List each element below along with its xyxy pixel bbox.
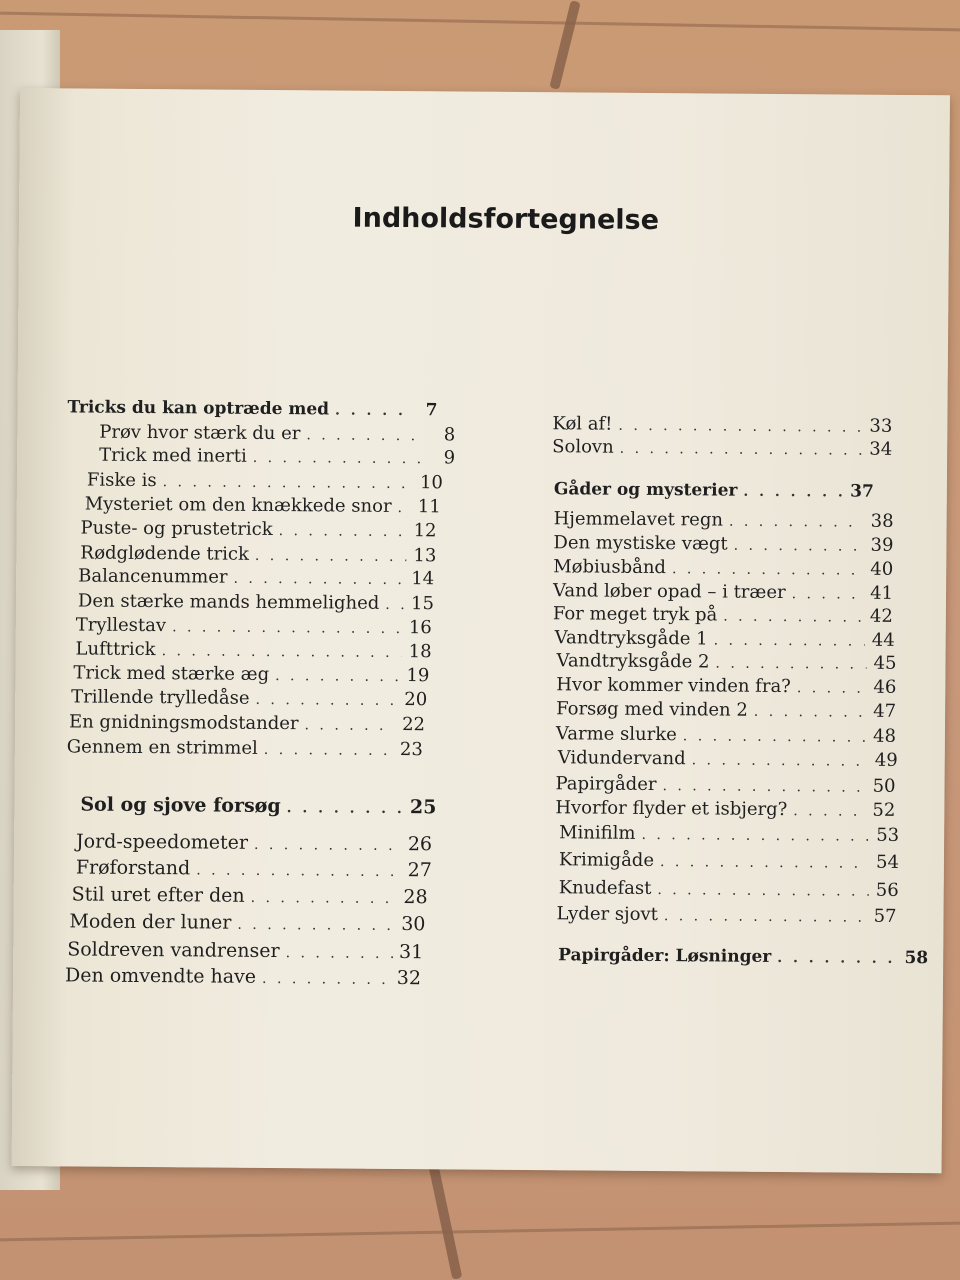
toc-entry-label: Den stærke mands hemmelighed: [77, 590, 380, 614]
toc-page-number: 52: [872, 799, 896, 821]
toc-leader-dots: [683, 725, 866, 748]
toc-entry-label: Krimigåde: [558, 849, 655, 872]
toc-entry-label: Hvorfor flyder et isbjerg?: [555, 797, 788, 821]
toc-entry: [71, 686, 427, 712]
toc-entry: [76, 614, 432, 640]
toc-entry: [67, 938, 423, 965]
toc-entry: [555, 627, 895, 653]
toc-entry-label: Hjemmelavet regn: [553, 508, 724, 531]
toc-entry: [559, 849, 899, 875]
toc-leader-dots: [287, 797, 404, 820]
toc-entry: [65, 964, 421, 991]
toc-leader-dots: [692, 749, 868, 772]
toc-entry: [72, 883, 428, 910]
toc-entry: [559, 877, 899, 903]
toc-page-number: 56: [875, 879, 899, 901]
floor-gap: [428, 1160, 463, 1279]
toc-page-number: 8: [443, 424, 456, 446]
toc-leader-dots: [660, 851, 869, 875]
toc-entry-label: Papirgåder: Løsninger: [558, 945, 772, 967]
toc-entry-label: Minifilm: [559, 822, 636, 844]
toc-leader-dots: [163, 471, 413, 495]
toc-leader-dots: [754, 701, 866, 724]
toc-entry: [80, 542, 436, 568]
toc-entry-label: Den mystiske vægt: [553, 532, 728, 555]
toc-entry-label: Knudefast: [558, 877, 652, 899]
toc-entry-label: Gennem en strimmel: [66, 736, 258, 759]
toc-page-number: 42: [869, 605, 893, 627]
toc-page-number: 18: [408, 641, 432, 663]
toc-entry: [556, 674, 896, 700]
toc-page-number: 46: [873, 676, 897, 698]
toc-leader-dots: [251, 887, 398, 910]
toc-page-number: 38: [870, 510, 894, 532]
toc-entry: [69, 711, 425, 737]
toc-entry: [555, 797, 895, 823]
toc-entry: [67, 736, 423, 762]
toc-entry-label: Lyder sjovt: [556, 903, 658, 926]
toc-leader-dots: [664, 905, 867, 929]
toc-entry: [553, 556, 893, 582]
toc-leader-dots: [398, 497, 411, 519]
toc-entry-label: Vidundervand: [557, 747, 686, 770]
toc-entry: [99, 422, 455, 448]
toc-entry-label: Papirgåder: [555, 773, 657, 796]
toc-page-number: 23: [399, 739, 423, 761]
toc-entry-label: Varme slurke: [555, 723, 677, 746]
toc-entry: [556, 650, 896, 676]
toc-leader-dots: [657, 879, 868, 903]
toc-leader-dots: [306, 424, 425, 447]
toc-entry-label: Trick med inerti: [99, 444, 247, 467]
toc-entry-label: Balancenummer: [78, 565, 228, 588]
toc-page-number: 49: [874, 749, 898, 771]
toc-entry: [75, 638, 431, 664]
toc-page-number: 58: [904, 947, 929, 969]
toc-page-number: 54: [875, 851, 900, 873]
toc-leader-dots: [237, 914, 395, 937]
toc-entry-label: Frøforstand: [75, 856, 191, 880]
toc-page-number: 28: [403, 886, 428, 909]
toc-leader-dots: [777, 947, 898, 970]
toc-leader-dots: [715, 652, 866, 675]
toc-entry-label: Mysteriet om den knækkede snor: [84, 493, 392, 517]
toc-page-number: 7: [425, 400, 438, 421]
toc-entry: [555, 773, 895, 799]
toc-entry: [556, 698, 896, 724]
toc-leader-dots: [618, 415, 862, 439]
toc-leader-dots: [385, 594, 404, 616]
toc-entry-label: Soldreven vandrenser: [67, 938, 280, 963]
toc-entry: [552, 413, 892, 439]
toc-page-number: 45: [873, 652, 897, 674]
toc-leader-dots: [304, 714, 395, 737]
floor-plank-seam: [0, 1222, 960, 1242]
toc-page-number: 41: [870, 582, 894, 604]
toc-entry-label: Tricks du kan optræde med: [67, 397, 330, 420]
toc-entry-label: Sol og sjove forsøg: [80, 793, 281, 818]
toc-entry-label: For meget tryk på: [552, 603, 718, 626]
toc-leader-dots: [286, 942, 394, 965]
toc-entry-label: Forsøg med vinden 2: [556, 698, 748, 721]
toc-section-heading: [558, 944, 928, 970]
toc-entry-label: Trick med stærke æg: [73, 662, 270, 685]
toc-entry-label: Puste- og prustetrick: [80, 517, 273, 540]
toc-left-column: [64, 328, 488, 990]
toc-page-number: 48: [872, 725, 897, 747]
toc-leader-dots: [793, 800, 865, 823]
toc-entry: [76, 856, 432, 883]
toc-page-number: 37: [850, 481, 874, 502]
toc-entry: [553, 580, 893, 606]
toc-leader-dots: [662, 775, 865, 799]
toc-page-number: 12: [413, 520, 437, 542]
toc-entry-label: Fiske is: [86, 469, 157, 492]
toc-page-number: 15: [410, 593, 435, 615]
toc-entry-label: Gåder og mysterier: [553, 479, 738, 501]
toc-entry: [556, 723, 896, 749]
toc-page-number: 14: [411, 568, 435, 590]
toc-leader-dots: [253, 447, 426, 470]
toc-entry-label: Vandtryksgåde 2: [556, 650, 710, 673]
toc-page-number: 50: [872, 775, 896, 797]
floor-plank-seam: [0, 12, 960, 32]
toc-leader-dots: [797, 677, 867, 700]
toc-section-heading: [67, 396, 437, 422]
toc-entry-label: Den omvendte have: [64, 964, 257, 988]
toc-entry-label: Hvor kommer vinden fra?: [556, 674, 791, 698]
toc-entry: [552, 436, 892, 462]
toc-leader-dots: [672, 558, 863, 582]
toc-entry-label: Stil uret efter den: [71, 883, 245, 907]
toc-right-column: [533, 337, 933, 969]
toc-leader-dots: [264, 739, 393, 762]
toc-page-number: 34: [869, 438, 893, 460]
toc-page-number: 44: [871, 629, 895, 651]
toc-leader-dots: [172, 616, 402, 640]
floor-gap: [549, 0, 580, 90]
toc-page-number: 19: [406, 665, 430, 687]
toc-page-number: 57: [873, 905, 897, 927]
toc-leader-dots: [262, 968, 391, 991]
toc-leader-dots: [279, 520, 407, 543]
toc-page-number: 47: [873, 700, 897, 722]
toc-entry: [553, 532, 893, 558]
toc-leader-dots: [162, 640, 402, 664]
toc-leader-dots: [620, 438, 863, 462]
toc-entry-label: Moden der luner: [69, 910, 232, 934]
toc-entry-label: Køl af!: [552, 413, 613, 435]
toc-leader-dots: [233, 568, 404, 591]
toc-entry: [559, 822, 899, 848]
toc-entry: [78, 590, 434, 616]
toc-entry-label: Solovn: [552, 436, 614, 458]
toc-entry-label: Trillende trylledåse: [71, 686, 250, 709]
toc-entry: [85, 494, 441, 520]
toc-entry-label: Jord-speedometer: [75, 830, 249, 854]
toc-entry-label: Vandtryksgåde 1: [554, 627, 708, 650]
toc-page-number: 20: [404, 689, 428, 711]
toc-entry: [554, 508, 894, 534]
toc-entry-label: Møbiusbånd: [553, 556, 667, 579]
book-page: [12, 88, 950, 1173]
toc-entry: [80, 517, 436, 543]
toc-leader-dots: [729, 511, 864, 534]
toc-leader-dots: [335, 399, 408, 422]
toc-entry: [556, 903, 896, 929]
toc-leader-dots: [641, 824, 869, 848]
toc-entry-label: En gnidningsmodstander: [68, 711, 299, 735]
toc-entry: [76, 830, 432, 857]
toc-page-number: 26: [407, 833, 433, 856]
toc-section-heading: [80, 793, 436, 820]
toc-page-number: 53: [876, 824, 900, 846]
toc-page-number: 30: [401, 913, 426, 936]
toc-entry: [73, 662, 429, 688]
toc-page-number: 22: [402, 714, 426, 736]
toc-page-number: 32: [396, 966, 422, 990]
toc-entry: [78, 565, 434, 591]
toc-leader-dots: [734, 535, 864, 558]
toc-leader-dots: [714, 629, 865, 652]
toc-section-heading: [554, 478, 874, 504]
toc-page-number: 27: [407, 859, 432, 882]
toc-page-number: 16: [408, 617, 432, 639]
toc-leader-dots: [196, 859, 402, 883]
toc-entry: [553, 603, 893, 629]
toc-leader-dots: [792, 583, 864, 606]
toc-entry: [558, 747, 898, 773]
toc-page-number: 39: [870, 534, 894, 556]
toc-entry: [87, 470, 443, 496]
toc-page-number: 13: [413, 545, 437, 567]
toc-page-number: 25: [409, 796, 437, 819]
toc-leader-dots: [275, 665, 399, 688]
toc-page-number: 9: [443, 447, 456, 469]
toc-page-number: 31: [398, 941, 424, 964]
toc-entry-label: Rødglødende trick: [80, 542, 250, 565]
toc-leader-dots: [743, 481, 844, 504]
toc-entry-label: Tryllestav: [75, 614, 167, 637]
toc-entry: [69, 910, 425, 937]
toc-entry-label: Lufttrick: [75, 638, 156, 661]
toc-page-number: 11: [417, 496, 441, 518]
toc-page-number: 40: [870, 558, 894, 580]
toc-leader-dots: [255, 545, 407, 568]
toc-leader-dots: [723, 606, 863, 629]
toc-leader-dots: [254, 834, 402, 857]
toc-leader-dots: [255, 689, 397, 712]
toc-entry-label: Vand løber opad – i træer: [552, 580, 786, 604]
page-title: Indholdsfortegnelse: [352, 202, 660, 237]
toc-page-number: 10: [419, 472, 443, 494]
toc-page-number: 33: [869, 415, 893, 437]
toc-entry-label: Prøv hvor stærk du er: [99, 421, 301, 445]
toc-entry: [99, 445, 455, 471]
